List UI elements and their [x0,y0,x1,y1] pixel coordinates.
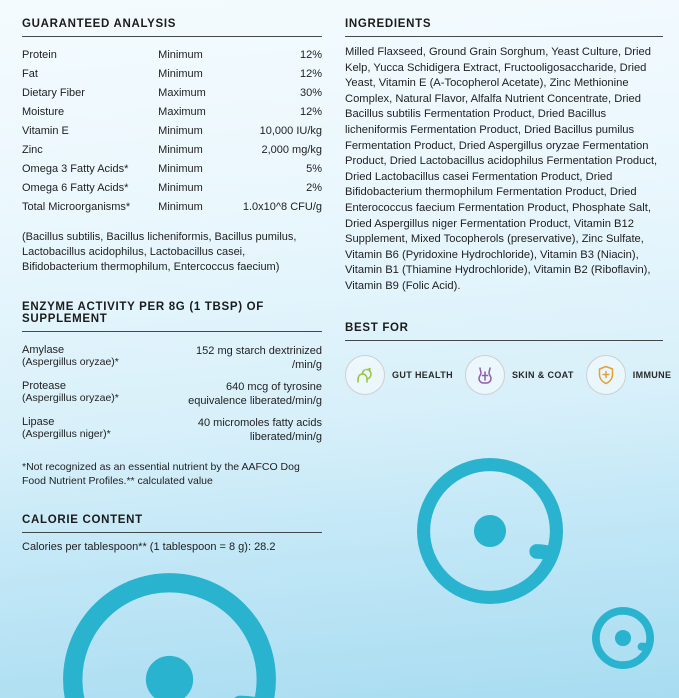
nutrient-qualifier: Minimum [158,143,203,156]
nutrient-value: 30% [299,86,322,99]
divider [22,532,322,533]
enzyme-name-cell [22,376,172,412]
enzyme-name: Amylase [22,344,65,356]
enzyme-source: (Aspergillus oryzae)* [22,356,119,368]
enzyme-name: Protease [22,380,67,392]
table-row [22,83,322,102]
nutrient-name: Total Microorganisms* [22,200,131,213]
enzyme-footnote: *Not recognized as an essential nutrient by the AAFCO Dog Food Nutrient Profiles.** calculated value [22,461,300,487]
nutrient-qualifier: Maximum [158,86,206,99]
table-row [22,45,322,64]
calorie-content-section [22,514,322,553]
divider [345,340,663,341]
enzyme-value: 640 mcg of tyrosine equivalence liberated/min/g [188,381,322,407]
calorie-content-title: CALORIE CONTENT [22,514,143,526]
nutrient-name: Omega 3 Fatty Acids* [22,162,129,175]
gut-dog-icon [345,355,385,395]
nutrient-name: Zinc [22,143,43,156]
nutrient-value: 2,000 mg/kg [261,143,322,156]
nutrient-name: Dietary Fiber [22,86,85,99]
nutrient-name: Omega 6 Fatty Acids* [22,181,129,194]
nutrient-qualifier: Minimum [158,162,203,175]
nutrient-value: 2% [306,181,322,194]
enzyme-name-cell [22,412,172,448]
nutrient-value: 5% [306,162,322,175]
table-row [22,340,322,376]
enzyme-activity-section [22,301,322,488]
enzyme-source: (Aspergillus niger)* [22,428,111,440]
ingredients-title: INGREDIENTS [345,18,432,30]
badge-immune [586,355,672,395]
badge-skin-coat [465,355,574,395]
spiral-decoration-large [62,572,277,698]
enzyme-value: 40 micromoles fatty acids liberated/min/g [197,417,322,443]
immune-shield-icon [586,355,626,395]
table-row [22,64,322,83]
guaranteed-analysis-note: (Bacillus subtilis, Bacillus licheniformis, Bacillus pumilus, Lactobacillus acidophilus, Lactobacillus casei, Bifidobacterium thermophilum, Entercoccus faecium) [22,231,297,273]
calorie-content-text: Calories per tablespoon** (1 tablespoon = 8 g): 28.2 [22,541,276,553]
spiral-decoration-medium [417,458,563,604]
nutrient-qualifier: Maximum [158,105,206,118]
badge-gut-health [345,355,453,395]
enzyme-source: (Aspergillus oryzae)* [22,392,119,404]
badge-label: GUT HEALTH [392,369,453,380]
table-row [22,140,322,159]
nutrient-name: Protein [22,48,57,61]
nutrient-value: 10,000 IU/kg [259,124,322,137]
nutrient-qualifier: Minimum [158,200,203,213]
badge-label: IMMUNE [632,369,672,380]
ingredients-text: Milled Flaxseed, Ground Grain Sorghum, Yeast Culture, Dried Kelp, Yucca Schidigera Extract, Fructooligosaccharide, Dried Yeast, Vitamin E (A-Tocopherol Acetate), Zinc Methionine Complex, Natural Flavor, Alfalfa Nutrient Concentrate, Dried Bacillus subtilis Fermentation Product, Dried Bacillus licheniformis Fermentation Product, Dried Bacillus pumilus Fermentation Product, Dried Aspergillus oryzae Fermentation Product, Dried Lactobacillus acidophilus Fermentation Product, Dried Lactobacillus casei Fermentation Product, Dried Bifidobacterium thermophilum Fermentation Product, Dried Enterococcus faecium Fermentation Product, Phosphate Salt, Dried Aspergillus niger Fermentation Product, Vitamin B12 Supplement, Mixed Tocopherols (preservative), Zinc Sulfate, Vitamin B6 (Pyridoxine Hydrochloride), Vitamin B3 (Niacin), Vitamin B1 (Thiamine Hydrochloride), Vitamin B2 (Riboflavin), Vitamin B9 (Folic Acid). [345,46,658,292]
guaranteed-analysis-title: GUARANTEED ANALYSIS [22,18,177,30]
skin-coat-icon [465,355,505,395]
enzyme-name: Lipase [22,416,55,428]
divider [345,36,663,37]
ingredients-section [345,18,663,295]
nutrient-value: 1.0x10^8 CFU/g [242,200,322,213]
nutrient-qualifier: Minimum [158,48,203,61]
table-row [22,102,322,121]
nutrient-qualifier: Minimum [158,67,203,80]
spiral-decoration-small [592,607,654,669]
nutrient-value: 12% [299,67,322,80]
enzyme-value: 152 mg starch dextrinized /min/g [196,345,322,371]
nutrient-value: 12% [299,105,322,118]
nutrient-qualifier: Minimum [158,124,203,137]
nutrient-name: Moisture [22,105,65,118]
table-row [22,178,322,197]
best-for-title: BEST FOR [345,321,409,334]
nutrient-qualifier: Minimum [158,181,203,194]
table-row [22,376,322,412]
table-row [22,159,322,178]
enzyme-activity-title: ENZYME ACTIVITY PER 8G (1 TBSP) OF SUPPLEMENT [22,301,264,325]
best-for-section [345,321,672,395]
nutrient-name: Fat [22,67,38,80]
enzyme-activity-table [22,340,322,448]
guaranteed-analysis-section [22,18,322,275]
left-column [22,18,322,553]
table-row [22,412,322,448]
enzyme-name-cell [22,340,172,376]
nutrient-value: 12% [299,48,322,61]
right-column [345,18,672,395]
nutrient-name: Vitamin E [22,124,69,137]
badge-label: SKIN & COAT [511,369,574,380]
best-for-badges [345,355,672,395]
divider [22,331,322,332]
table-row [22,121,322,140]
divider [22,36,322,37]
table-row [22,197,322,216]
guaranteed-analysis-table [22,45,322,216]
